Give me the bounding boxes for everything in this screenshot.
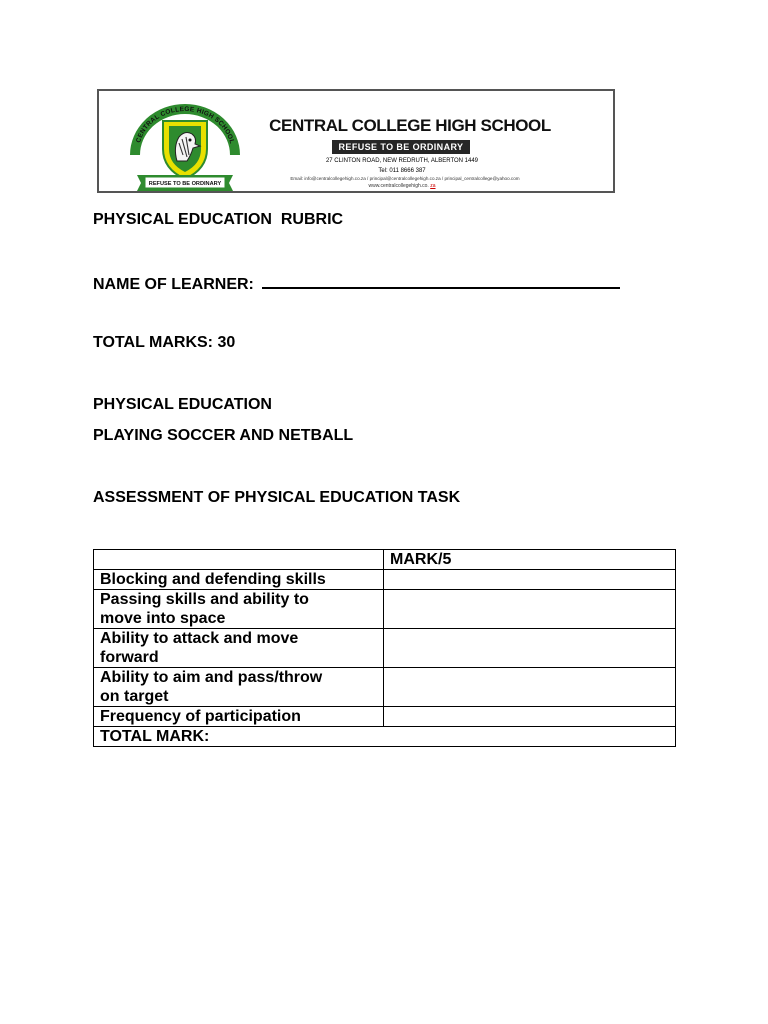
total-marks: TOTAL MARKS: 30 [93,334,236,351]
website-suffix: za [430,183,436,189]
school-name: CENTRAL COLLEGE HIGH SCHOOL [269,116,551,135]
rubric-row [94,590,676,629]
learner-name-blank[interactable] [262,273,620,289]
learner-name-row [93,273,620,294]
subject-heading: PHYSICAL EDUCATION [93,396,272,413]
criterion-line: Ability to aim and pass/throw [100,669,323,686]
school-address: 27 CLINTON ROAD, NEW REDRUTH, ALBERTON 1449 [325,158,479,164]
criterion-line: Passing skills and ability to [100,591,309,608]
school-website [289,183,515,189]
criterion-cell [94,570,384,590]
rubric-row [94,629,676,668]
mark-cell[interactable] [384,668,676,707]
learner-name-label: NAME OF LEARNER: [93,276,254,293]
mark-cell[interactable] [384,590,676,629]
crest-graphic [127,99,243,191]
criterion-cell [94,590,384,629]
document-title: PHYSICAL EDUCATION RUBRIC [93,211,344,228]
mark-cell[interactable] [384,570,676,590]
criterion-cell [94,668,384,707]
mark-cell[interactable] [384,707,676,727]
mark-cell[interactable] [384,629,676,668]
school-telephone: Tel: 011 8666 387 [378,168,426,174]
criterion-line: Frequency of participation [100,708,301,725]
school-emails: Email: info@centralcollegehigh.co.za / principal@centralcollegehigh.co.za / principal_centralcollege@yahoo.com [290,176,520,181]
assessment-heading: ASSESSMENT OF PHYSICAL EDUCATION TASK [93,489,461,506]
criterion-cell [94,629,384,668]
criterion-line: forward [100,649,159,666]
activity-heading: PLAYING SOCCER AND NETBALL [93,427,354,444]
mark-header-cell: MARK/5 [384,550,676,570]
criterion-cell [94,707,384,727]
criterion-line: move into space [100,610,226,627]
rubric-row [94,570,676,590]
svg-text:REFUSE TO BE ORDINARY: REFUSE TO BE ORDINARY [148,181,222,187]
criterion-line: Ability to attack and move [100,630,299,647]
school-crest-icon [127,99,243,191]
letterhead [97,89,615,193]
rubric-table [93,549,676,747]
total-mark-cell[interactable]: TOTAL MARK: [94,727,676,747]
criterion-line: on target [100,688,169,705]
criterion-line: Blocking and defending skills [100,571,326,588]
school-motto: REFUSE TO BE ORDINARY [332,140,470,154]
rubric-row [94,707,676,727]
criteria-header-cell [94,550,384,570]
rubric-total-row [94,727,676,747]
svg-text:CENTRAL COLLEGE HIGH SCHOOL: CENTRAL COLLEGE HIGH SCHOOL [135,105,236,145]
rubric-header-row [94,550,676,570]
website-main: www.centralcollegehigh.co. [368,183,429,189]
rubric-row [94,668,676,707]
